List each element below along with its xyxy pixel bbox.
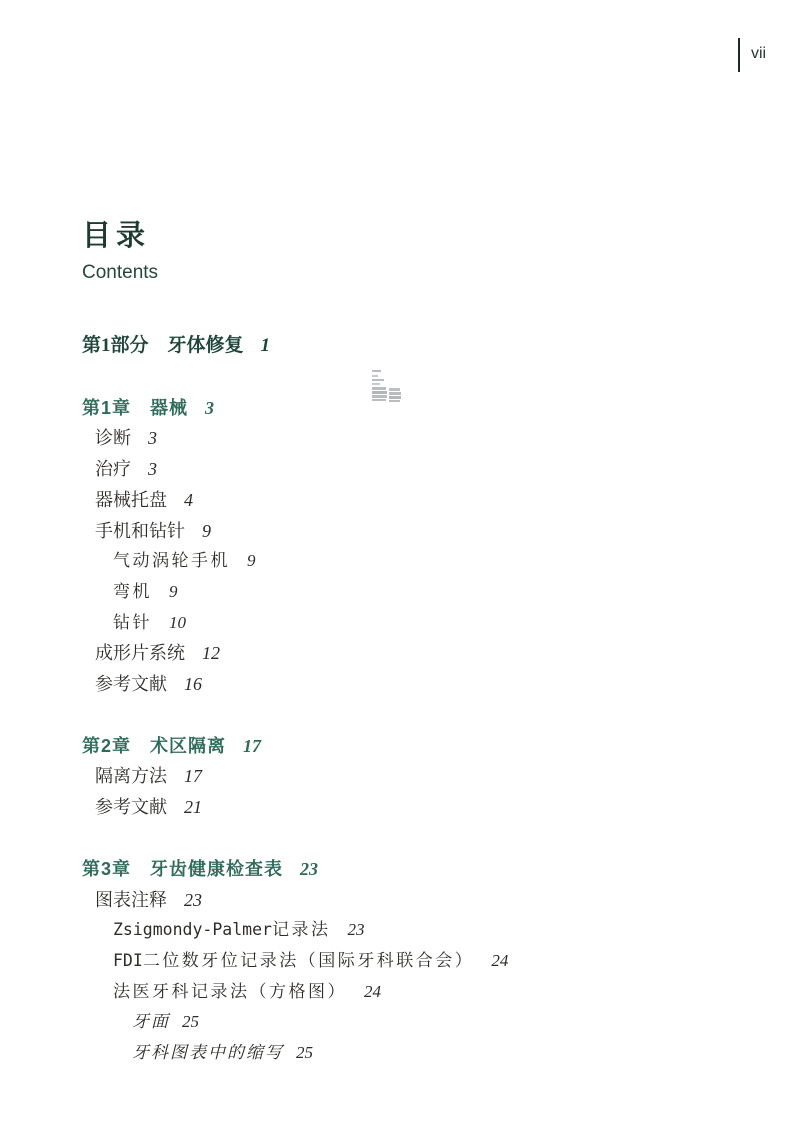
- toc-entry: [82, 669, 508, 700]
- toc-entry-page: 23: [300, 858, 319, 879]
- toc-entry: [82, 1038, 508, 1069]
- toc-entry-label: 钻针: [113, 612, 152, 632]
- toc-entry: [82, 454, 508, 485]
- toc-entry: [82, 1007, 508, 1038]
- toc-entry: [82, 761, 508, 792]
- toc-entry-label: 第1章 器械: [82, 397, 189, 418]
- toc-entry-page: 3: [148, 428, 157, 449]
- toc-entry-label: 二位数牙位记录法（国际牙科联合会）: [142, 950, 475, 970]
- table-of-contents: [82, 331, 508, 1069]
- toc-entry-label: 牙科图表中的缩写: [132, 1043, 284, 1063]
- toc-entry: [82, 946, 508, 977]
- toc-entry-page: 16: [184, 674, 202, 695]
- toc-entry-label-latin: Zsigmondy-Palmer: [113, 920, 272, 940]
- toc-entry: [82, 485, 508, 516]
- toc-entry-label: 记录法: [271, 920, 331, 940]
- toc-entry-label: 参考文献: [95, 797, 167, 818]
- folio-rule: [738, 38, 740, 72]
- toc-entry-label: 牙面: [132, 1012, 170, 1032]
- toc-entry: [82, 608, 508, 639]
- toc-entry-page: 23: [347, 920, 365, 940]
- toc-entry-page: 9: [169, 581, 178, 601]
- toc-entry-label: 治疗: [95, 459, 131, 480]
- toc-entry-chapter3: [82, 854, 508, 885]
- toc-entry-label: 弯机: [113, 581, 152, 601]
- toc-entry: [82, 915, 508, 946]
- toc-entry-chapter1: [82, 393, 508, 424]
- toc-entry-label-latin: FDI: [113, 950, 143, 970]
- toc-entry-chapter2: [82, 731, 508, 762]
- toc-entry-page: 3: [148, 459, 157, 480]
- toc-entry-page: 23: [184, 889, 202, 910]
- toc-entry-page: 12: [202, 643, 220, 664]
- page-title-zh: 目录: [82, 220, 151, 252]
- toc-entry-label: 图表注释: [95, 889, 167, 910]
- toc-entry-page: 17: [243, 735, 262, 756]
- toc-entry-page: 17: [184, 766, 202, 787]
- toc-entry: [82, 977, 508, 1008]
- toc-entry-label: 气动涡轮手机: [113, 551, 230, 571]
- toc-entry-page: 25: [182, 1012, 199, 1032]
- toc-entry-label: 第3章 牙齿健康检查表: [82, 858, 284, 879]
- toc-entry-label: 成形片系统: [95, 643, 185, 664]
- toc-entry-page: 10: [169, 612, 186, 632]
- toc-entry-page: 1: [260, 335, 271, 356]
- toc-entry-page: 21: [184, 797, 202, 818]
- toc-entry-page: 25: [296, 1043, 313, 1063]
- toc-entry-label: 器械托盘: [95, 489, 167, 510]
- toc-entry-page: 9: [202, 520, 211, 541]
- running-head: [738, 38, 766, 72]
- toc-entry-label: 第2章 术区隔离: [82, 735, 227, 756]
- toc-entry-label: 手机和钻针: [95, 520, 185, 541]
- toc-entry: [82, 792, 508, 823]
- page-title-en: Contents: [82, 261, 159, 283]
- toc-entry: [82, 638, 508, 669]
- toc-entry: [82, 423, 508, 454]
- toc-entry-label: 参考文献: [95, 674, 167, 695]
- toc-entry-part1: [82, 331, 508, 362]
- toc-entry-label: 法医牙科记录法（方格图）: [113, 981, 347, 1001]
- toc-entry: [82, 546, 508, 577]
- toc-entry-page: 24: [491, 950, 509, 970]
- toc-entry-page: 4: [184, 489, 193, 510]
- toc-entry: [82, 577, 508, 608]
- title-block: [82, 221, 158, 284]
- toc-entry-page: 3: [205, 397, 215, 418]
- toc-entry: [82, 516, 508, 547]
- page-number: vii: [751, 45, 767, 62]
- toc-entry: [82, 885, 508, 916]
- toc-entry-label: 第1部分 牙体修复: [82, 335, 244, 356]
- toc-entry-page: 9: [247, 551, 256, 571]
- toc-entry-page: 24: [364, 981, 381, 1001]
- toc-entry-label: 隔离方法: [95, 766, 167, 787]
- toc-entry-label: 诊断: [95, 428, 131, 449]
